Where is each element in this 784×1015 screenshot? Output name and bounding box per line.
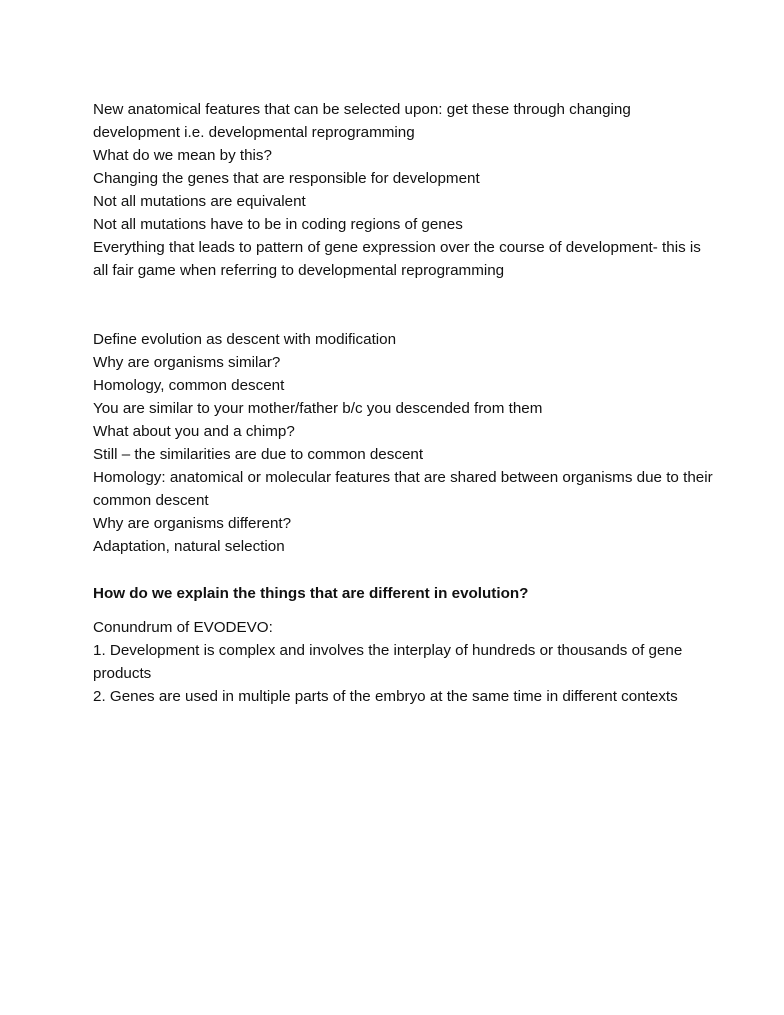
text-line: Conundrum of EVODEVO: bbox=[93, 619, 273, 636]
document-body bbox=[93, 98, 713, 708]
text-line: What do we mean by this? bbox=[93, 147, 272, 164]
text-line: What about you and a chimp? bbox=[93, 423, 295, 440]
section-evodevo-conundrum bbox=[93, 616, 713, 708]
text-line: You are similar to your mother/father b/c you descended from them bbox=[93, 400, 543, 417]
text-line: 2. Genes are used in multiple parts of the embryo at the same time in different contexts bbox=[93, 688, 678, 705]
spacer bbox=[93, 282, 713, 328]
spacer bbox=[93, 605, 713, 616]
text-line: New anatomical features that can be selected upon: get these through changing development i.e. developmental reprogramming bbox=[93, 101, 631, 141]
section-heading: How do we explain the things that are different in evolution? bbox=[93, 585, 529, 602]
section-developmental-reprogramming bbox=[93, 98, 713, 282]
text-line: Changing the genes that are responsible for development bbox=[93, 170, 480, 187]
text-line: Adaptation, natural selection bbox=[93, 538, 285, 555]
text-line: Not all mutations have to be in coding regions of genes bbox=[93, 216, 463, 233]
text-line: Why are organisms similar? bbox=[93, 354, 281, 371]
section-descent-with-modification bbox=[93, 328, 713, 558]
text-line: Not all mutations are equivalent bbox=[93, 193, 306, 210]
text-line: 1. Development is complex and involves the interplay of hundreds or thousands of gene products bbox=[93, 642, 683, 682]
text-line: Why are organisms different? bbox=[93, 515, 292, 532]
text-line: Homology: anatomical or molecular features that are shared between organisms due to their common descent bbox=[93, 469, 713, 509]
text-line: Still – the similarities are due to common descent bbox=[93, 446, 424, 463]
text-line: Homology, common descent bbox=[93, 377, 285, 394]
text-line: Define evolution as descent with modification bbox=[93, 331, 397, 348]
text-line: Everything that leads to pattern of gene expression over the course of development- this is all fair game when referring to developmental reprogramming bbox=[93, 239, 701, 279]
spacer bbox=[93, 558, 713, 582]
